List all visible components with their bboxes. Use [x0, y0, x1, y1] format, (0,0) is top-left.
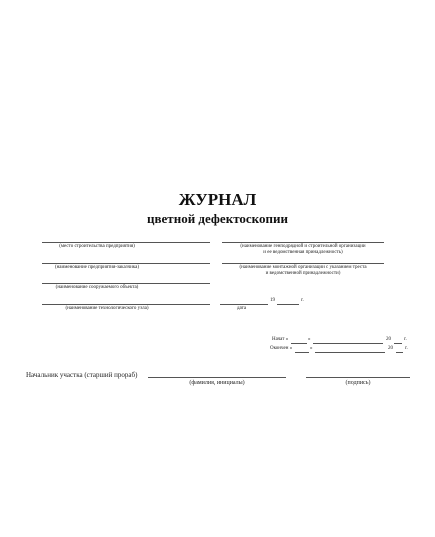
- ended-month-line: [315, 352, 385, 353]
- date-line-1: [220, 304, 268, 305]
- general-contractor-caption-2: и ее ведомственная принадлежность): [263, 250, 343, 255]
- sign-line: [306, 377, 410, 378]
- structure-name-line: [42, 283, 210, 284]
- ended-day-line: [295, 352, 309, 353]
- general-contractor-line: [222, 242, 384, 243]
- name-line: [148, 377, 286, 378]
- tech-unit-line: [42, 304, 210, 305]
- installation-org-caption: (наименование монтажной организации с указанием треста: [239, 265, 367, 270]
- started-year-prefix: 20: [386, 337, 391, 342]
- date-line-2: [277, 304, 299, 305]
- started-year-line: [394, 343, 402, 344]
- construction-place-caption: (место строительства предприятия): [59, 244, 135, 249]
- ended-year-suffix: г.: [405, 346, 408, 351]
- started-quote: »: [308, 337, 311, 342]
- ended-year-line: [396, 352, 403, 353]
- date-year-prefix: 19: [270, 298, 275, 303]
- journal-title: ЖУРНАЛ: [178, 190, 257, 209]
- name-caption: (фамилия, инициалы): [189, 380, 245, 386]
- installation-org-line: [222, 263, 384, 264]
- started-month-line: [313, 343, 383, 344]
- ended-label: Окончен «: [270, 346, 293, 351]
- general-contractor-caption: (наименование генподрядной и строительной организации: [240, 244, 366, 249]
- client-enterprise-caption: (наименование предприятия-заказчика): [54, 265, 140, 270]
- journal-subtitle: цветной дефектоскопии: [147, 211, 288, 226]
- sign-caption: (подпись): [345, 380, 371, 386]
- tech-unit-caption: (наименование технологического узла): [65, 306, 149, 311]
- structure-name-caption: (наименование сооружаемого объекта): [55, 285, 139, 290]
- ended-year-prefix: 20: [388, 346, 393, 351]
- started-label: Начат «: [272, 337, 289, 342]
- date-g: г.: [301, 298, 304, 303]
- installation-org-caption-2: и ведомственной принадлежности): [265, 271, 341, 276]
- ended-quote: »: [310, 346, 313, 351]
- client-enterprise-line: [42, 263, 210, 264]
- started-year-suffix: г.: [404, 337, 407, 342]
- position-label: Начальник участка (старший прораб): [26, 371, 138, 379]
- construction-place-line: [42, 242, 210, 243]
- started-day-line: [291, 343, 307, 344]
- date-caption: дата: [237, 306, 247, 311]
